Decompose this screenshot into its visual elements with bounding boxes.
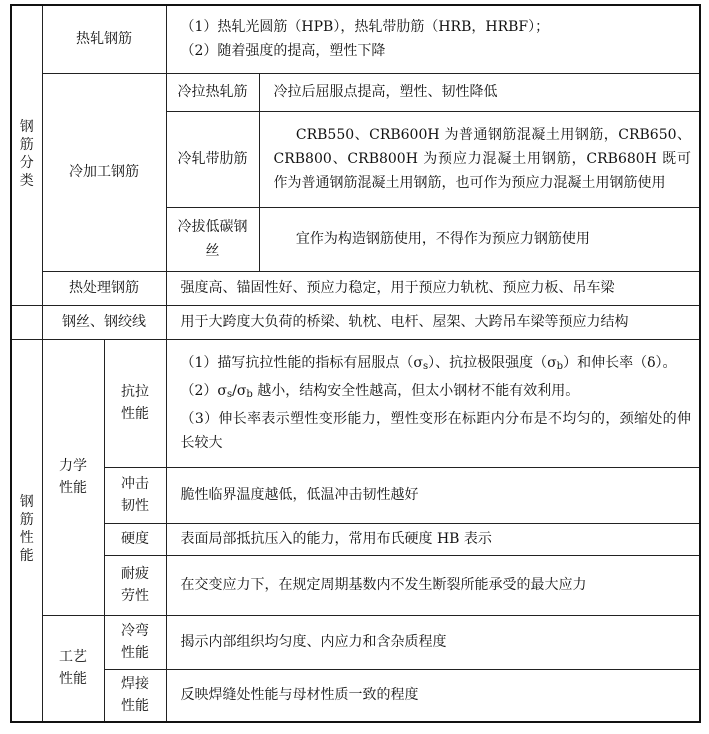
mechanical-label: 力学性能 bbox=[42, 339, 104, 615]
impact-label: 冲击韧性 bbox=[104, 467, 166, 523]
classification-header: 钢筋分类 bbox=[11, 5, 42, 305]
row-wire-strand bbox=[11, 305, 700, 339]
bending-text: 揭示内部组织均匀度、内应力和含杂质程度 bbox=[166, 615, 700, 669]
cold-drawn-label: 冷拉热轧筋 bbox=[166, 73, 259, 111]
tensile-line-1: （1）描写抗拉性能的指标有屈服点$(\sigma_s)$、抗拉极限强度$(\sigma_b)$和伸长率（δ）。 bbox=[180, 355, 677, 372]
tensile-line-3: （3）伸长率表示塑性变形能力，塑性变形在标距内分布是不均匀的，颈缩处的伸长较大 bbox=[180, 411, 691, 451]
tensile-label: 抗拉性能 bbox=[104, 339, 166, 467]
spacer-cell bbox=[11, 305, 42, 339]
impact-text: 脆性临界温度越低，低温冲击韧性越好 bbox=[166, 467, 700, 523]
row-cold-drawn-hot-rolled bbox=[11, 73, 700, 111]
heat-treated-label: 热处理钢筋 bbox=[42, 271, 166, 305]
steel-bar-table bbox=[10, 4, 701, 723]
cold-drawn-wire-text: 宜作为构造钢筋使用，不得作为预应力钢筋使用 bbox=[259, 207, 700, 271]
bending-label: 冷弯性能 bbox=[104, 615, 166, 669]
row-welding bbox=[11, 669, 700, 722]
fatigue-text: 在交变应力下，在规定周期基数内不发生断裂所能承受的最大应力 bbox=[166, 555, 700, 615]
wire-strand-text: 用于大跨度大负荷的桥梁、轨枕、电杆、屋架、大跨吊车梁等预应力结构 bbox=[166, 305, 700, 339]
row-bending bbox=[11, 615, 700, 669]
cold-drawn-text: 冷拉后屈服点提高，塑性、韧性降低 bbox=[259, 73, 700, 111]
hot-rolled-label: 热轧钢筋 bbox=[42, 5, 166, 73]
hot-rolled-line-1: （1）热轧光圆筋（HPB），热轧带肋筋（HRB，HRBF）； bbox=[180, 19, 550, 36]
row-heat-treated bbox=[11, 271, 700, 305]
tensile-line-2: $(2)\sigma_s/\sigma_b$ 越小，结构安全性越高，但太小钢材不能有效利用。 bbox=[180, 383, 580, 400]
cold-worked-label: 冷加工钢筋 bbox=[42, 73, 166, 271]
hardness-label: 硬度 bbox=[104, 523, 166, 555]
cold-drawn-wire-label: 冷拔低碳钢丝 bbox=[166, 207, 259, 271]
welding-label: 焊接性能 bbox=[104, 669, 166, 722]
steel-bar-table-container bbox=[10, 4, 701, 723]
row-impact bbox=[11, 467, 700, 523]
cold-rolled-text: CRB550、CRB600H 为普通钢筋混凝土用钢筋，CRB650、CRB800、CRB800H 为预应力混凝土用钢筋，CRB680H 既可作为普通钢筋混凝土用钢筋，也可作为预应力混凝土用钢筋使用 bbox=[259, 111, 700, 207]
hot-rolled-content bbox=[166, 5, 700, 73]
row-hardness bbox=[11, 523, 700, 555]
row-fatigue bbox=[11, 555, 700, 615]
cold-rolled-label: 冷轧带肋筋 bbox=[166, 111, 259, 207]
hot-rolled-line-2: （2）随着强度的提高，塑性下降 bbox=[180, 43, 386, 60]
row-tensile bbox=[11, 339, 700, 467]
wire-strand-label: 钢丝、钢绞线 bbox=[42, 305, 166, 339]
fatigue-label: 耐疲劳性 bbox=[104, 555, 166, 615]
row-hot-rolled bbox=[11, 5, 700, 73]
heat-treated-text: 强度高、锚固性好、预应力稳定，用于预应力轨枕、预应力板、吊车梁 bbox=[166, 271, 700, 305]
welding-text: 反映焊缝处性能与母材性质一致的程度 bbox=[166, 669, 700, 722]
performance-header: 钢筋性能 bbox=[11, 339, 42, 722]
tensile-content bbox=[166, 339, 700, 467]
process-label: 工艺性能 bbox=[42, 615, 104, 722]
hardness-text: 表面局部抵抗压入的能力，常用布氏硬度 HB 表示 bbox=[166, 523, 700, 555]
